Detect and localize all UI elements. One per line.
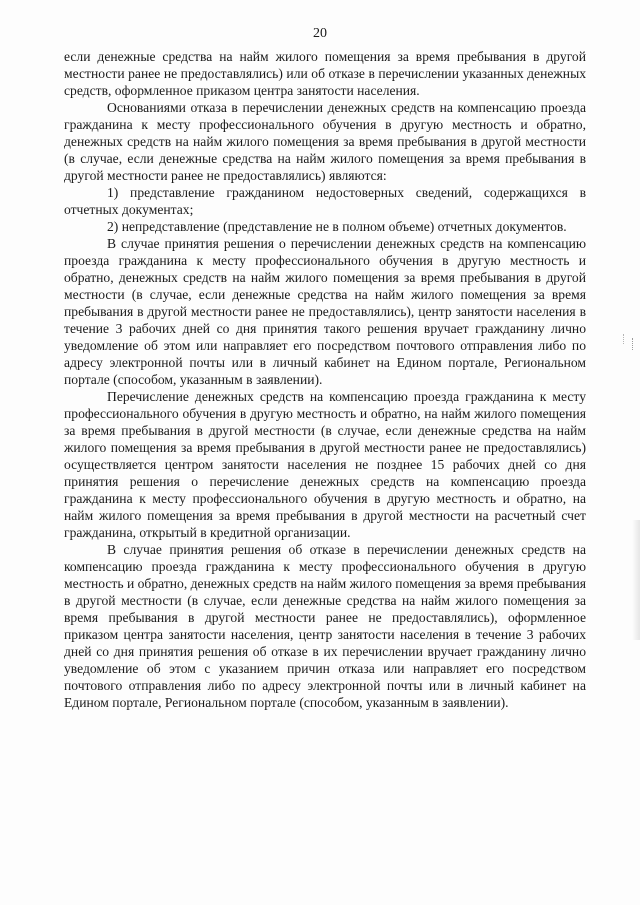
paragraph-transfer-procedure: Перечисление денежных средств на компенсацию проезда гражданина к месту профессионального обучения в другую местность и обратно, на найм жилого помещения за время пребывания в другой местности (в случае, если денежные средства на найм жилого помещения за время пребывания в другой местности ранее не предоставлялись) осуществляется центром занятости населения не позднее 15 рабочих дней со дня принятия решения о перечисление денежных средств на компенсацию проезда гражданина к месту профессионального обучения в другую местность и обратно, на найм жилого помещения за время пребывания в другой местности на расчетный счет гражданина, открытый в кредитной организации. — [64, 389, 586, 540]
scan-margin-mark — [623, 334, 626, 344]
list-item-2: 2) непредставление (представление не в полном объеме) отчетных документов. — [107, 219, 567, 234]
page-number: 20 — [313, 26, 327, 41]
paragraph-refusal-grounds: Основаниями отказа в перечислении денежных средств на компенсацию проезда гражданина к месту профессионального обучения в другую местность и обратно, денежных средств на найм жилого помещения за время пребывания в другой местности (в случае, если денежные средства на найм жилого помещения за время пребывания в другой местности ранее не предоставлялись) являются: — [64, 100, 586, 183]
paragraph-continuation: если денежные средства на найм жилого помещения за время пребывания в другой местности ранее не предоставлялись) или об отказе в перечислении указанных денежных средств, оформленное приказом центра занятости населения. — [64, 49, 586, 98]
scan-edge-shadow — [632, 520, 640, 640]
list-item-1: 1) представление гражданином недостоверных сведений, содержащихся в отчетных документах; — [64, 185, 586, 217]
document-body — [64, 48, 586, 711]
paragraph-refusal-decision: В случае принятия решения об отказе в перечислении денежных средств на компенсацию проезда гражданина к месту профессионального обучения в другую местность и обратно, денежных средств на найм жилого помещения за время пребывания в другой местности (в случае, если денежные средства на найм жилого помещения за время пребывания в другой местности ранее не предоставлялись), оформленное приказом центра занятости населения, центр занятости населения в течение 3 рабочих дней со дня принятия решения об отказе в их перечислении вручает гражданину лично уведомление об этом с указанием причин отказа или направляет его посредством почтового отправления либо по адресу электронной почты или в личный кабинет на Едином портале, Региональном портале (способом, указанным в заявлении). — [64, 542, 586, 710]
paragraph-transfer-decision: В случае принятия решения о перечислении денежных средств на компенсацию проезда гражданина к месту профессионального обучения в другую местность и обратно, денежных средств на найм жилого помещения за время пребывания в другой местности (в случае, если денежные средства на найм жилого помещения за время пребывания в другой местности ранее не предоставлялись), центр занятости населения в течение 3 рабочих дней со дня принятия такого решения вручает гражданину лично уведомление об этом или направляет его посредством почтового отправления либо по адресу электронной почты или в личный кабинет на Едином портале, Региональном портале (способом, указанным в заявлении). — [64, 236, 586, 387]
scan-margin-mark — [632, 338, 636, 350]
